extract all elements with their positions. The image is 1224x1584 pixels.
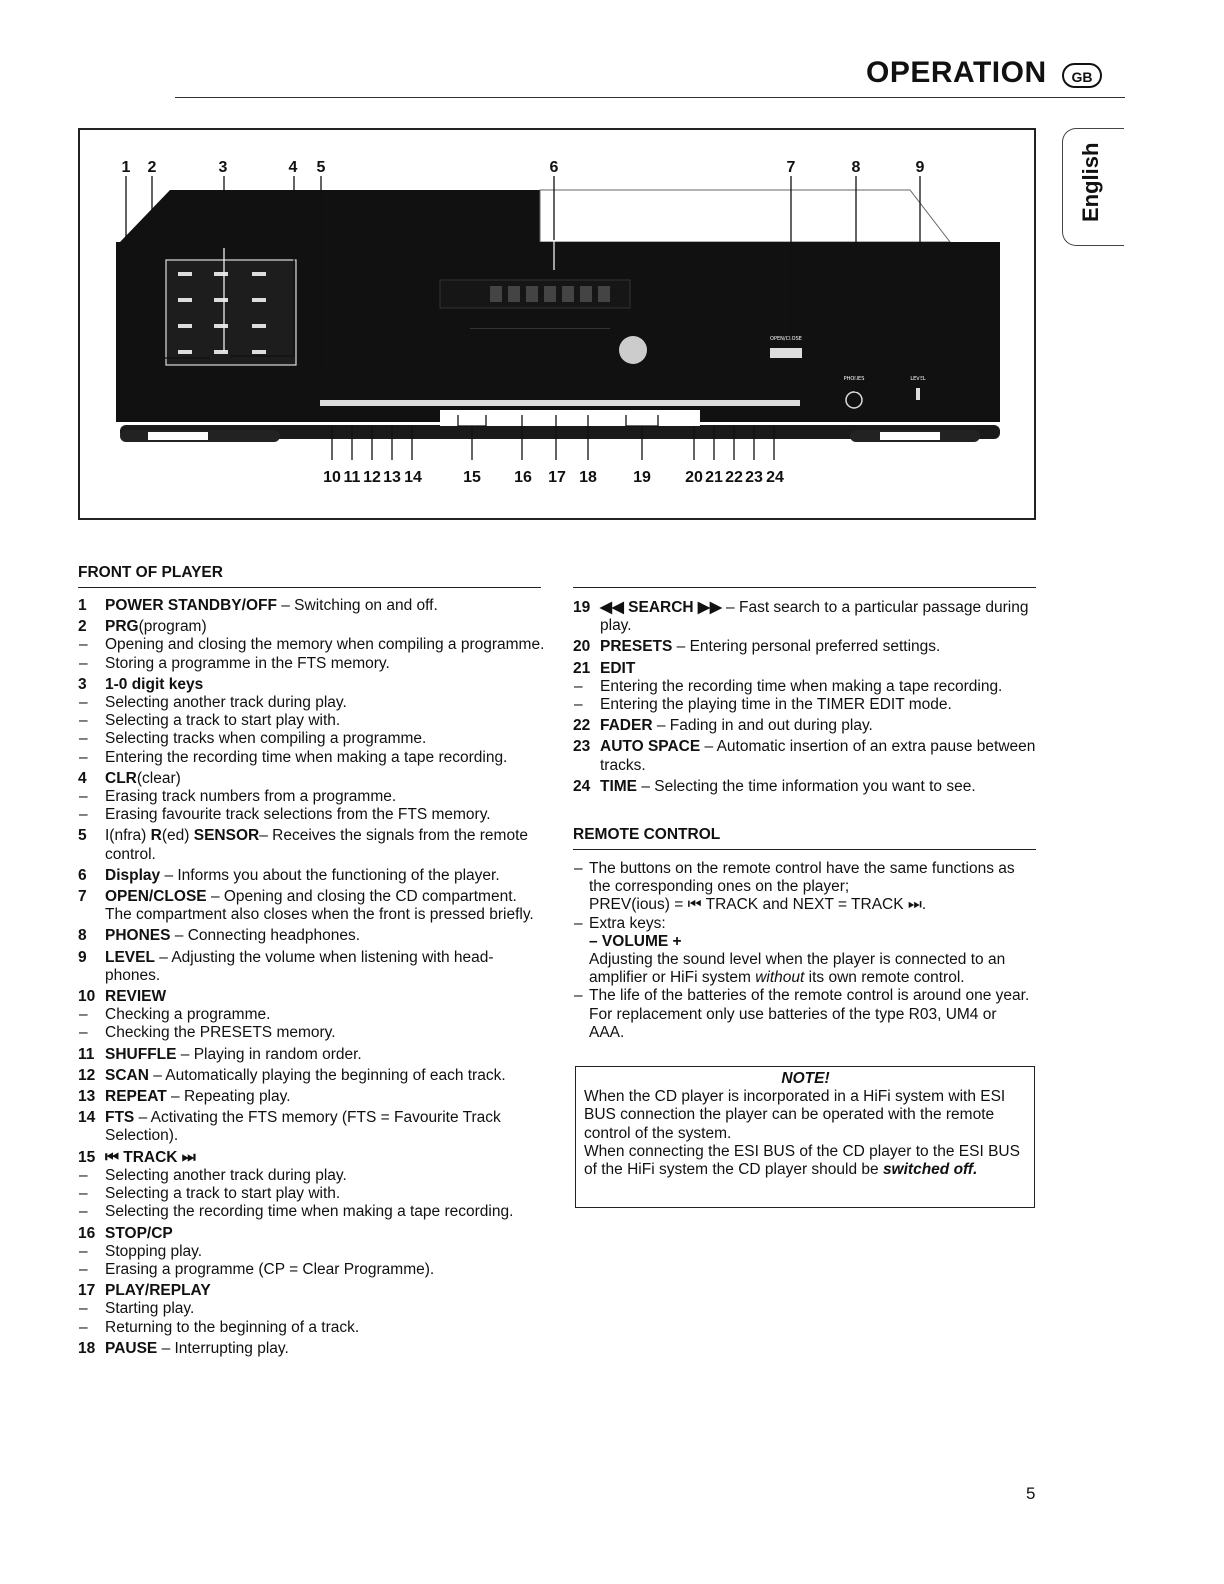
item-number: 4 [78, 769, 87, 787]
sub-item: – Selecting another track during play. [79, 694, 347, 712]
list-item: 4 CLR(clear) [78, 769, 181, 787]
item-title: Display [105, 866, 161, 884]
note-text-1: When the CD player is incorporated in a HiFi system with ESI BUS connection the player can be operated with the remote control of the system. [584, 1088, 1006, 1142]
language-tab-label: English [1078, 142, 1103, 222]
sub-item: – Erasing track numbers from a programme. [79, 788, 397, 806]
item-desc: – Repeating play. [166, 1088, 291, 1106]
language-badge: GB [1062, 63, 1102, 88]
item-desc: – Interrupting play. [157, 1339, 289, 1357]
list-item [573, 599, 1037, 635]
list-item [78, 1067, 546, 1085]
item-number: 9 [78, 948, 87, 966]
item-title: PRESETS [600, 638, 673, 656]
sub-item: – Checking a programme. [79, 1006, 271, 1024]
item-desc: – Fast search to a particular passage during play. [600, 599, 1029, 635]
callout-7: 7 [786, 159, 796, 176]
remote-section [573, 860, 1035, 1042]
item-title: EDIT [600, 659, 636, 677]
item-desc: – Entering personal preferred settings. [672, 638, 941, 656]
front-rule [78, 587, 541, 588]
list-item: 5 I(nfra) R(ed) SENSOR– Receives the signals from the remote control. [78, 827, 528, 863]
item-desc: – Fading in and out during play. [652, 717, 873, 735]
list-item [78, 888, 546, 924]
sub-item: – Returning to the beginning of a track. [79, 1318, 360, 1336]
item-desc: – Receives the signals from the remote control. [105, 827, 528, 863]
item-title: LEVEL [105, 948, 155, 966]
header-rule [175, 97, 1125, 98]
callout-14: 14 [404, 469, 422, 486]
item-title: OPEN/CLOSE [105, 888, 207, 906]
right-list [573, 599, 1037, 799]
item-title: PRG [105, 618, 139, 636]
callout-10: 10 [323, 469, 341, 486]
callout-19: 19 [633, 469, 651, 486]
callout-13: 13 [383, 469, 401, 486]
callout-23: 23 [745, 469, 763, 486]
note-box [575, 1066, 1035, 1208]
item-title: AUTO SPACE [600, 738, 701, 756]
callout-18: 18 [579, 469, 597, 486]
item-title: CLR [105, 769, 137, 787]
list-item [78, 867, 546, 885]
list-item [573, 717, 1037, 735]
item-title: 1-0 digit keys [105, 675, 204, 693]
list-item [78, 1282, 546, 1300]
item-number: 17 [78, 1282, 96, 1300]
list-item [78, 1149, 546, 1167]
item-desc: – Automatically playing the beginning of each track. [148, 1066, 506, 1084]
item-title: REVIEW [105, 988, 167, 1006]
item-desc: – Informs you about the functioning of the player. [160, 866, 500, 884]
open-close-label: OPEN/CLOSE [770, 336, 802, 342]
phones-label: PHONES [843, 376, 865, 382]
list-item [573, 638, 1037, 656]
item-title: PHONES [105, 927, 171, 945]
item-title: SCAN [105, 1066, 149, 1084]
sub-item: – Selecting the recording time when making a tape recording. [79, 1203, 514, 1221]
item-number: 6 [78, 866, 87, 884]
item-number: 1 [78, 597, 87, 614]
item-desc: – Selecting the time information you want to see. [637, 777, 976, 795]
item-title: PLAY/REPLAY [105, 1282, 211, 1300]
list-item [78, 1088, 546, 1106]
sub-item: – Entering the recording time when making a tape recording. [574, 677, 1003, 695]
list-item [78, 988, 546, 1006]
item-title: REPEAT [105, 1088, 167, 1106]
callout-21: 21 [705, 469, 723, 486]
item-desc: – Adjusting the volume when listening with head-phones. [105, 948, 494, 984]
sub-item: – Storing a programme in the FTS memory. [79, 654, 390, 672]
sub-item: – Entering the recording time when making a tape recording. [79, 748, 508, 766]
list-item: 2 PRG(program) [78, 618, 207, 636]
sub-item: – Erasing a programme (CP = Clear Programme). [79, 1260, 435, 1278]
list-item [573, 660, 1037, 678]
item-number: 14 [78, 1109, 96, 1127]
item-title: POWER STANDBY/OFF [105, 597, 277, 614]
page-title: OPERATION [866, 56, 1047, 89]
item-title: SHUFFLE [105, 1045, 177, 1063]
callout-8: 8 [851, 159, 861, 176]
item-title: PAUSE [105, 1339, 158, 1357]
item-number: 18 [78, 1339, 96, 1357]
callout-2: 2 [147, 159, 157, 176]
callout-6: 6 [549, 159, 559, 176]
callout-24: 24 [766, 469, 784, 486]
item-number: 24 [573, 777, 591, 795]
item-title: ◀◀ SEARCH ▶▶ [600, 599, 722, 616]
right-rule [573, 587, 1036, 588]
callout-12: 12 [363, 469, 381, 486]
callout-4: 4 [288, 159, 298, 176]
item-number: 3 [78, 675, 87, 693]
item-desc: – Opening and closing the CD compartment. The compartment also closes when the front is pressed briefly. [105, 888, 534, 924]
item-number: 10 [78, 988, 96, 1006]
item-title: FADER [600, 717, 653, 735]
item-number: 11 [78, 1045, 95, 1063]
note-text-2: When connecting the ESI BUS of the CD player to the ESI BUS of the HiFi system the CD player should be switched off. [584, 1142, 1020, 1179]
item-number: 2 [78, 618, 87, 636]
sub-item: – Stopping play. [79, 1242, 203, 1260]
sub-item: – Selecting a track to start play with. [79, 712, 341, 730]
list-item [78, 1340, 546, 1358]
item-number: 7 [78, 888, 87, 906]
item-number: 8 [78, 927, 87, 945]
callout-5: 5 [316, 159, 326, 176]
item-number: 21 [573, 659, 591, 677]
item-title: ⏮ TRACK ⏭ [105, 1148, 196, 1166]
remote-heading: REMOTE CONTROL [573, 826, 721, 843]
list-item [573, 738, 1037, 774]
sub-item: – Selecting another track during play. [79, 1166, 347, 1184]
list-item [78, 949, 546, 985]
list-item [573, 778, 1037, 796]
sub-item: – Selecting a track to start play with. [79, 1185, 341, 1203]
remote-item: – The life of the batteries of the remote control is around one year. For replacement only use batteries of the type R03, UM4 or AAA. [574, 987, 1030, 1041]
item-desc: – Automatic insertion of an extra pause between tracks. [600, 738, 1036, 774]
volume-title: – VOLUME + [589, 932, 682, 950]
item-desc: – Switching on and off. [276, 597, 438, 614]
cd-player-illustration [80, 130, 1034, 518]
item-title: FTS [105, 1109, 135, 1127]
player-diagram [78, 128, 1036, 520]
item-desc: – Connecting headphones. [170, 927, 361, 945]
sub-item: – Erasing favourite track selections from the FTS memory. [79, 806, 491, 824]
front-list [78, 597, 546, 1361]
item-title: STOP/CP [105, 1224, 173, 1242]
item-number: 5 [78, 827, 87, 845]
list-item [78, 1225, 546, 1243]
item-number: 13 [78, 1088, 96, 1106]
callout-22: 22 [725, 469, 743, 486]
sub-item: – Opening and closing the memory when compiling a programme. [79, 636, 545, 654]
item-number: 23 [573, 738, 591, 756]
front-heading: FRONT OF PLAYER [78, 564, 223, 581]
sub-item: – Starting play. [79, 1300, 195, 1318]
note-title: NOTE! [781, 1070, 830, 1087]
sub-item: – Selecting tracks when compiling a programme. [79, 730, 427, 748]
remote-item: – The buttons on the remote control have the same functions as the corresponding ones on the player; PREV(ious) = ⏮ TRACK and NEXT = TRACK ⏭. [574, 860, 1015, 914]
page-number: 5 [1026, 1484, 1036, 1503]
list-item [78, 927, 546, 945]
callout-17: 17 [548, 469, 566, 486]
callout-15: 15 [463, 469, 481, 486]
item-number: 12 [78, 1066, 96, 1084]
item-number: 22 [573, 717, 591, 735]
level-label: LEVEL [910, 376, 926, 382]
list-item [78, 1046, 546, 1064]
item-number: 19 [573, 599, 591, 616]
remote-item: – Extra keys: – VOLUME + Adjusting the sound level when the player is connected to an amplifier or HiFi system without its own remote control. [574, 914, 1006, 987]
callout-20: 20 [685, 469, 703, 486]
callout-3: 3 [218, 159, 228, 176]
item-number: 15 [78, 1148, 96, 1166]
callout-1: 1 [121, 159, 131, 176]
remote-rule [573, 849, 1036, 850]
item-desc: – Playing in random order. [176, 1045, 362, 1063]
list-item [78, 597, 546, 615]
item-title: R [150, 827, 162, 845]
sub-item: – Entering the playing time in the TIMER EDIT mode. [574, 696, 952, 714]
callout-11: 11 [343, 469, 361, 486]
sub-item: – Checking the PRESETS memory. [79, 1024, 336, 1042]
list-item [78, 1109, 546, 1145]
item-desc: – Activating the FTS memory (FTS = Favourite Track Selection). [105, 1109, 501, 1145]
callout-9: 9 [915, 159, 925, 176]
list-item [78, 676, 546, 694]
item-title: TIME [600, 777, 638, 795]
item-number: 16 [78, 1224, 96, 1242]
item-number: 20 [573, 638, 591, 656]
callout-16: 16 [514, 469, 532, 486]
